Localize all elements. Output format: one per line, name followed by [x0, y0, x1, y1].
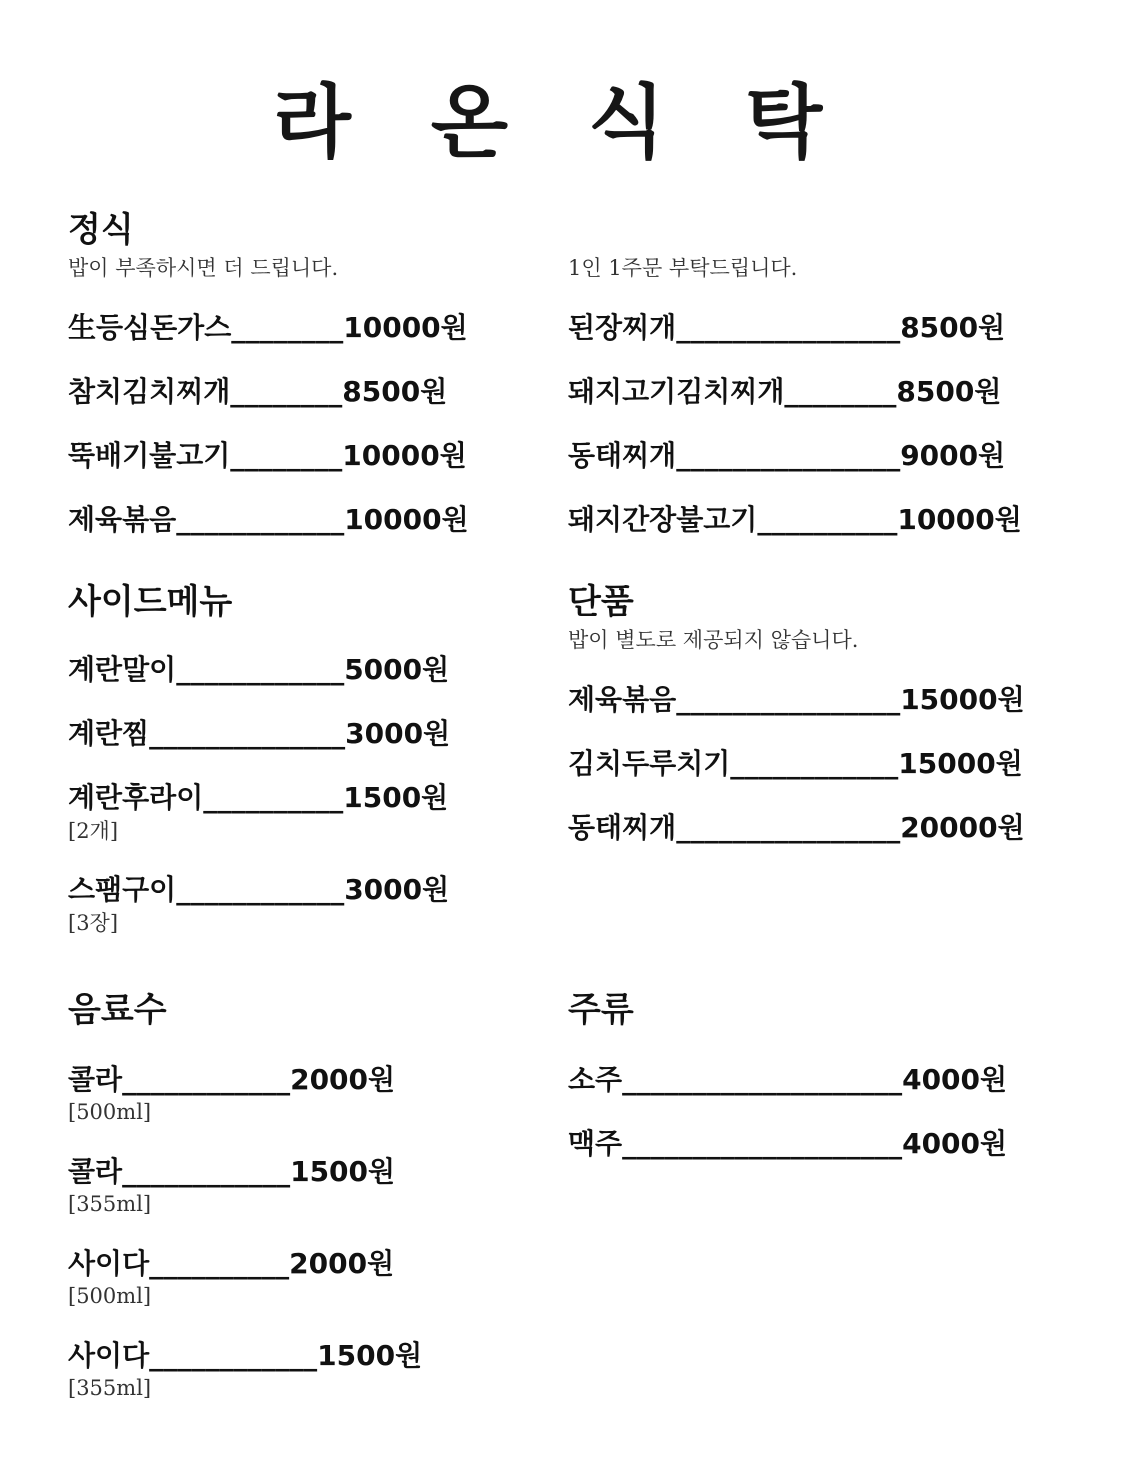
menu-item: 김치두루치기____________15000원 [568, 747, 1023, 780]
menu-item: 제육볶음________________15000원 [568, 683, 1025, 716]
menu-item-detail: [500ml] [68, 1100, 152, 1124]
section-heading-danpum: 단품 [568, 582, 634, 622]
menu-item: 동태찌개________________9000원 [568, 439, 1006, 472]
restaurant-title: 라 온 식 탁 [273, 75, 849, 169]
menu-item: 참치김치찌개________8500원 [68, 375, 448, 408]
jeongsik-note-right: 1인 1주문 부탁드립니다. [568, 256, 798, 280]
menu-item-detail: [2개] [68, 819, 119, 843]
menu-item-detail: [500ml] [68, 1284, 152, 1308]
menu-item-detail: [355ml] [68, 1192, 152, 1216]
menu-item: 제육볶음____________10000원 [68, 503, 469, 536]
menu-item: 동태찌개________________20000원 [568, 811, 1025, 844]
menu-item: 소주____________________4000원 [568, 1063, 1008, 1096]
menu-item: 生등심돈가스________10000원 [68, 311, 468, 344]
menu-item: 계란찜______________3000원 [68, 717, 451, 750]
menu-item: 맥주____________________4000원 [568, 1127, 1008, 1160]
menu-item: 콜라____________2000원 [68, 1063, 396, 1096]
section-heading-drinks: 음료수 [68, 990, 167, 1030]
menu-item-detail: [3장] [68, 911, 119, 935]
menu-item: 사이다__________2000원 [68, 1247, 395, 1280]
menu-item: 된장찌개________________8500원 [568, 311, 1006, 344]
menu-item: 뚝배기불고기________10000원 [68, 439, 467, 472]
menu-item: 콜라____________1500원 [68, 1155, 396, 1188]
section-heading-side: 사이드메뉴 [68, 582, 233, 622]
section-heading-jeongsik: 정식 [68, 210, 134, 250]
jeongsik-note-left: 밥이 부족하시면 더 드립니다. [68, 256, 339, 280]
menu-item-detail: [355ml] [68, 1376, 152, 1400]
menu-item: 돼지고기김치찌개________8500원 [568, 375, 1002, 408]
menu-item: 계란후라이__________1500원 [68, 781, 449, 814]
menu-item: 계란말이____________5000원 [68, 653, 450, 686]
menu-item: 스팸구이____________3000원 [68, 873, 450, 906]
section-heading-liquor: 주류 [568, 990, 634, 1030]
menu-item: 돼지간장불고기__________10000원 [568, 503, 1022, 536]
menu-item: 사이다____________1500원 [68, 1339, 423, 1372]
danpum-note: 밥이 별도로 제공되지 않습니다. [568, 628, 859, 652]
